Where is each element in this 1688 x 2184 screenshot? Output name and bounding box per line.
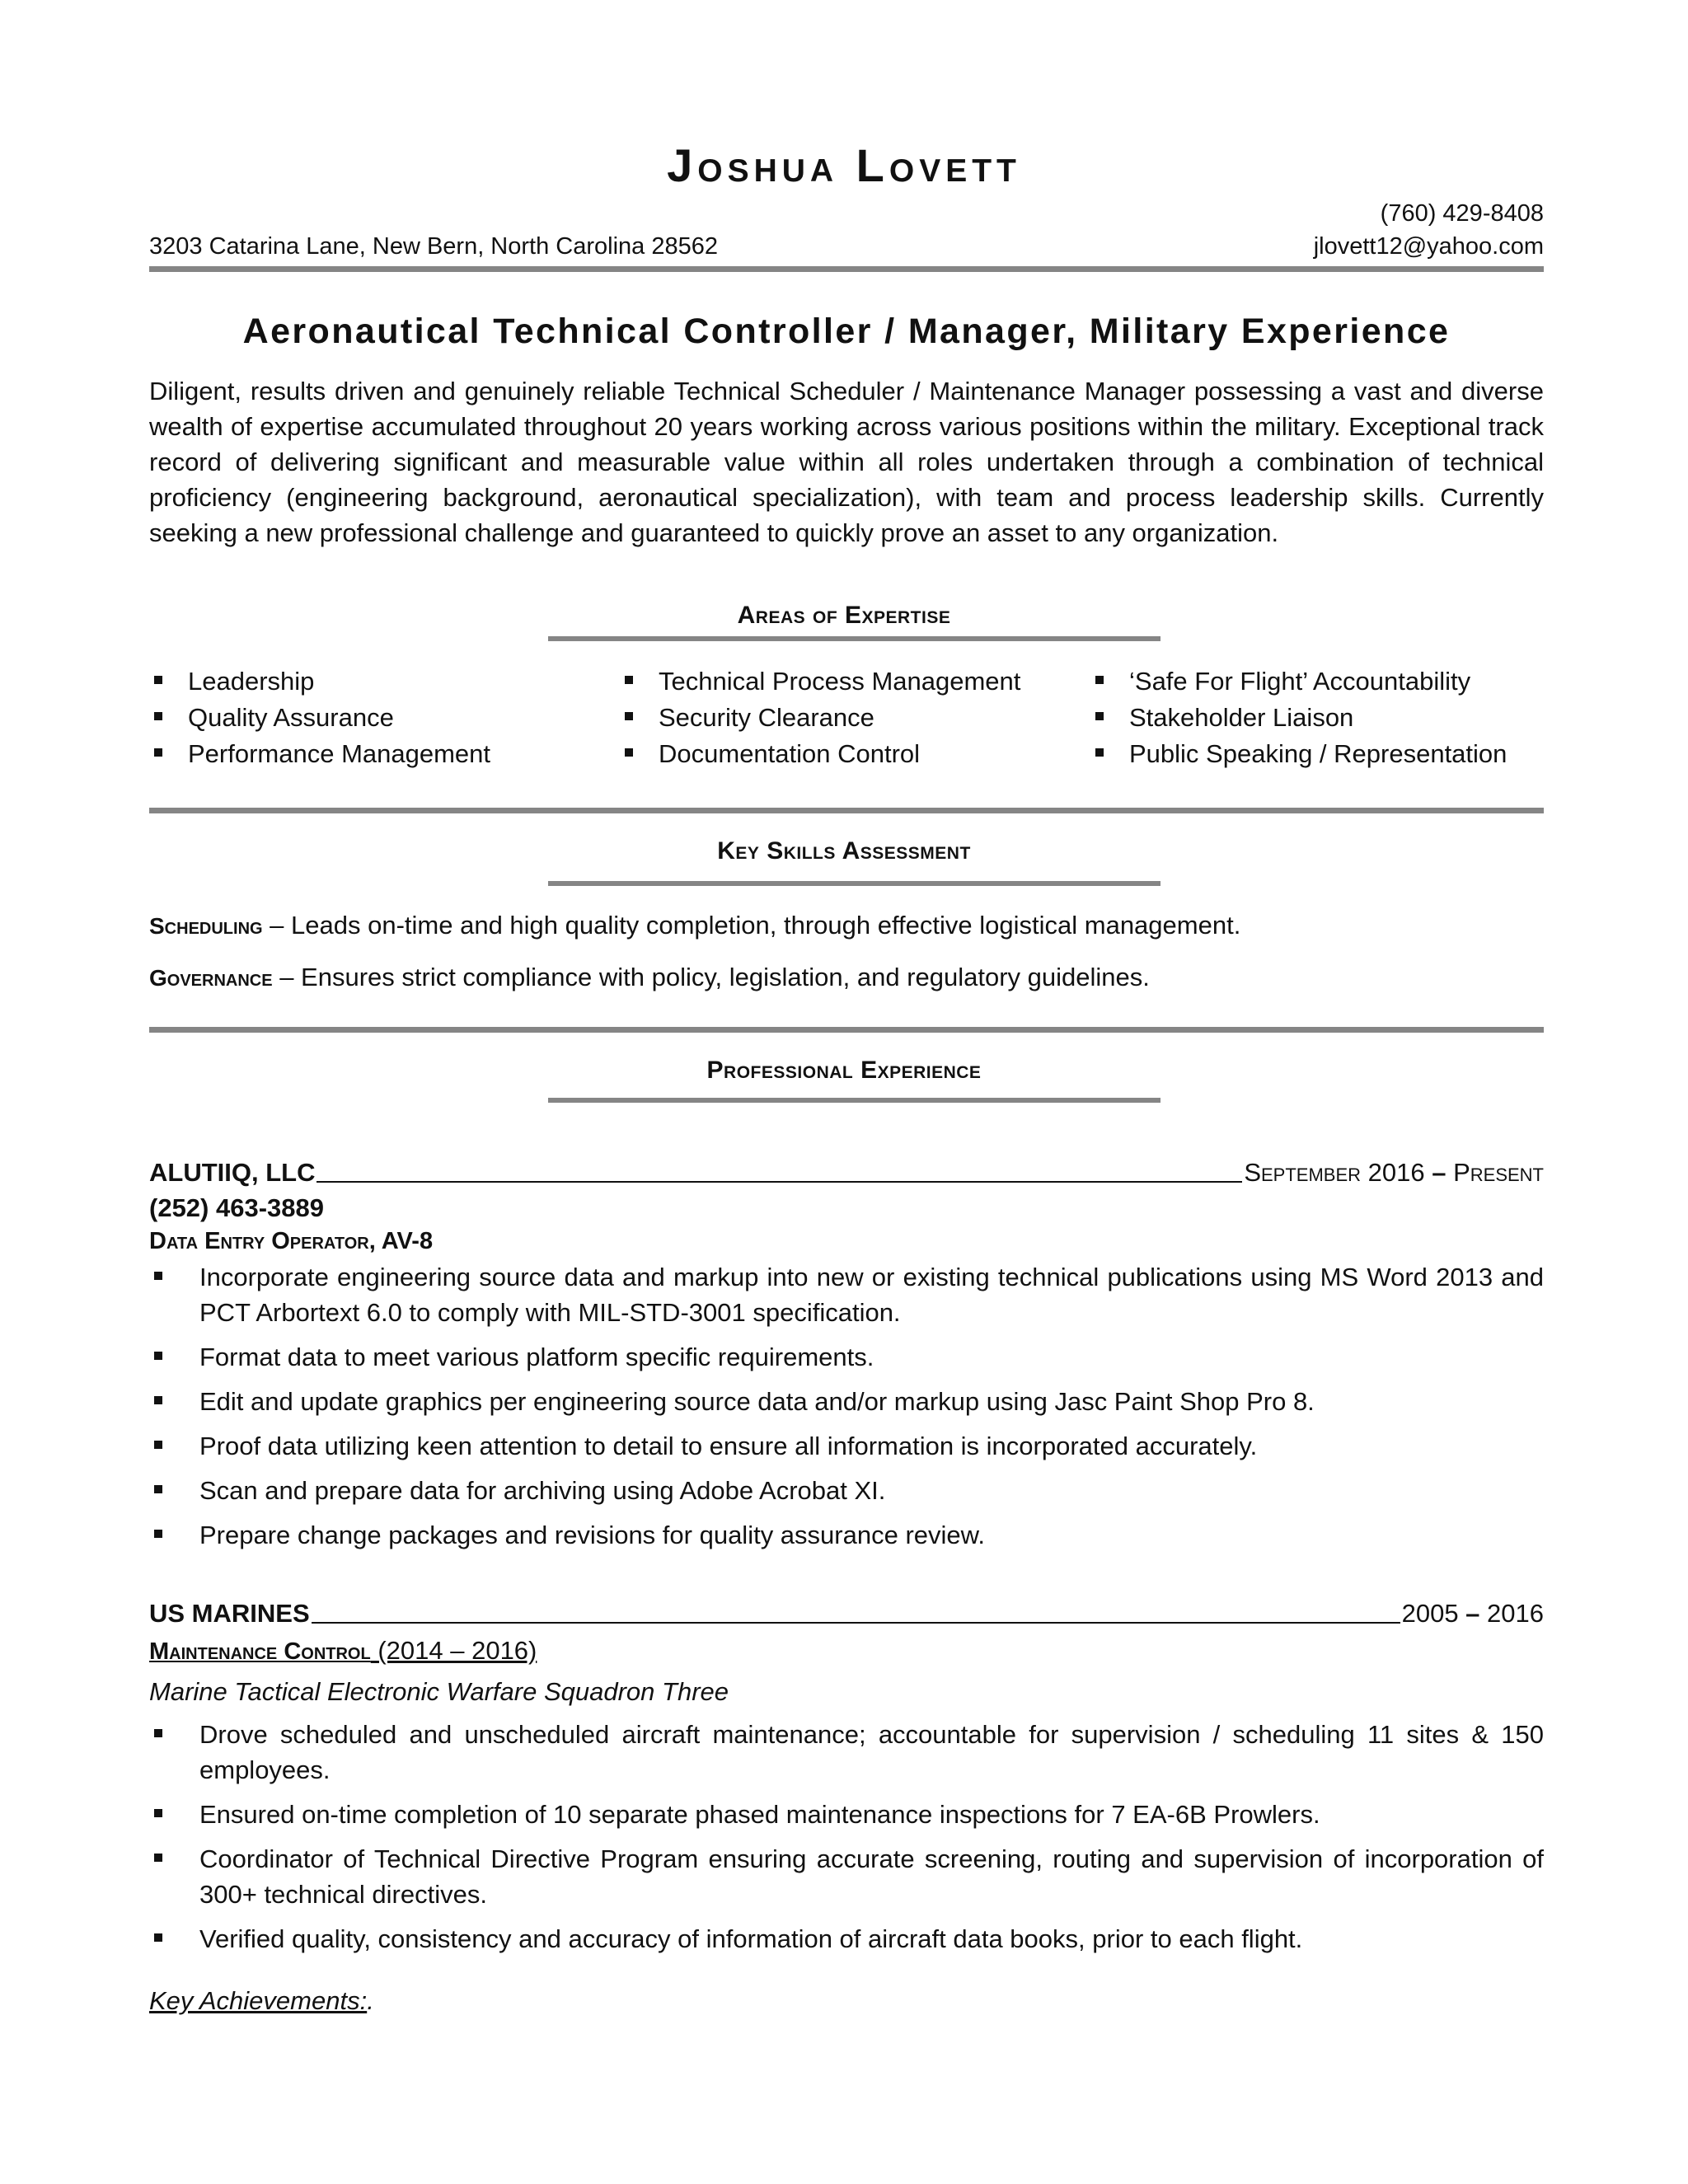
list-item: Quality Assurance — [149, 700, 490, 736]
bullet-square-icon — [1095, 676, 1104, 684]
bullet-square-icon — [154, 1396, 162, 1404]
job2-role-line — [149, 1636, 537, 1666]
company-name: ALUTIIQ, LLC — [149, 1158, 316, 1187]
email-address: jlovett12@yahoo.com — [1313, 233, 1544, 260]
bullet-square-icon — [154, 1485, 162, 1493]
list-item: Leadership — [149, 663, 490, 700]
expertise-column-3 — [1090, 663, 1507, 772]
list-item: Proof data utilizing keen attention to detail to ensure all information is incorporated accurately. — [149, 1428, 1544, 1464]
list-item: Stakeholder Liaison — [1090, 700, 1507, 736]
company-name: US MARINES — [149, 1599, 310, 1628]
summary-paragraph: Diligent, results driven and genuinely reliable Technical Scheduler / Maintenance Manager possessing a vast and diverse wealth of expertise accumulated throughout 20 years working across various positions within the military. Exceptional track record of delivering significant and measurable value within all roles undertaken through a combination of technical proficiency (engineering background, aeronautical specialization), with team and process leadership skills. Currently seeking a new professional challenge and guaranteed to quickly prove an asset to any organization. — [149, 377, 1544, 547]
header-divider — [149, 266, 1544, 272]
bullet-square-icon — [154, 676, 162, 684]
bullet-square-icon — [625, 748, 633, 757]
bullet-square-icon — [154, 1441, 162, 1449]
candidate-name: Joshua Lovett — [667, 139, 1021, 191]
bullet-square-icon — [1095, 748, 1104, 757]
job2-header — [149, 1599, 1544, 1629]
skill-description: – Leads on-time and high quality completion, through effective logistical management. — [262, 911, 1241, 940]
bullet-square-icon — [154, 1352, 162, 1360]
skills-title-underline — [548, 881, 1160, 886]
skill-governance — [149, 963, 1544, 992]
list-item: ‘Safe For Flight’ Accountability — [1090, 663, 1507, 700]
job-role-dates: (2014 – 2016) — [370, 1636, 537, 1665]
list-item: Incorporate engineering source data and markup into new or existing technical publications using MS Word 2013 and PCT Arbortext 6.0 to comply with MIL-STD-3001 specification. — [149, 1259, 1544, 1330]
job1-bullets — [149, 1259, 1544, 1553]
bullet-square-icon — [154, 712, 162, 720]
unit-name: Marine Tactical Electronic Warfare Squadron Three — [149, 1677, 729, 1706]
job-dates: 2005 – 2016 — [1401, 1599, 1544, 1628]
leader-line — [312, 1622, 1400, 1624]
bullet-square-icon — [625, 712, 633, 720]
skill-label: Governance — [149, 965, 273, 991]
bullet-square-icon — [1095, 712, 1104, 720]
company-phone: (252) 463-3889 — [149, 1193, 324, 1222]
bullet-square-icon — [625, 676, 633, 684]
skills-section-title: Key Skills Assessment — [717, 837, 971, 865]
experience-section-title: Professional Experience — [706, 1057, 982, 1084]
list-item: Coordinator of Technical Directive Program ensuring accurate screening, routing and supervision of incorporation of 300+ technical directives. — [149, 1841, 1544, 1912]
bullet-square-icon — [154, 1854, 162, 1862]
bullet-square-icon — [154, 1272, 162, 1280]
skill-scheduling — [149, 911, 1544, 940]
list-item: Scan and prepare data for archiving using Adobe Acrobat XI. — [149, 1473, 1544, 1508]
key-achievements-heading: Key Achievements:. — [149, 1986, 374, 2015]
bullet-square-icon — [154, 1729, 162, 1737]
list-item: Technical Process Management — [620, 663, 1020, 700]
list-item: Drove scheduled and unscheduled aircraft maintenance; accountable for supervision / scheduling 11 sites & 150 employees. — [149, 1717, 1544, 1788]
bullet-square-icon — [154, 748, 162, 757]
list-item: Public Speaking / Representation — [1090, 736, 1507, 772]
skill-label: Scheduling — [149, 913, 263, 939]
experience-title-underline — [548, 1098, 1160, 1103]
list-item: Performance Management — [149, 736, 490, 772]
job-role: Data Entry Operator, AV-8 — [149, 1228, 434, 1254]
skills-divider — [149, 1027, 1544, 1033]
job-role: Maintenance Control — [149, 1638, 371, 1665]
list-item: Prepare change packages and revisions for quality assurance review. — [149, 1517, 1544, 1553]
list-item: Security Clearance — [620, 700, 1020, 736]
list-item: Format data to meet various platform specific requirements. — [149, 1339, 1544, 1375]
expertise-title-underline — [548, 636, 1160, 641]
job-dates: September 2016 – Present — [1244, 1158, 1544, 1187]
headline: Aeronautical Technical Controller / Manager, Military Experience — [242, 312, 1451, 351]
list-item: Ensured on-time completion of 10 separate phased maintenance inspections for 7 EA-6B Prowlers. — [149, 1797, 1544, 1832]
expertise-divider — [149, 808, 1544, 813]
expertise-column-2 — [620, 663, 1020, 772]
phone-number: (760) 429-8408 — [1380, 200, 1544, 227]
job1-header — [149, 1158, 1544, 1188]
expertise-column-1 — [149, 663, 490, 772]
expertise-section-title: Areas of Expertise — [737, 602, 951, 629]
list-item: Verified quality, consistency and accuracy of information of aircraft data books, prior to each flight. — [149, 1921, 1544, 1957]
skill-description: – Ensures strict compliance with policy, legislation, and regulatory guidelines. — [272, 963, 1150, 991]
bullet-square-icon — [154, 1809, 162, 1817]
list-item: Edit and update graphics per engineering source data and/or markup using Jasc Paint Shop Pro 8. — [149, 1384, 1544, 1419]
bullet-square-icon — [154, 1530, 162, 1538]
bullet-square-icon — [154, 1933, 162, 1942]
list-item: Documentation Control — [620, 736, 1020, 772]
leader-line — [316, 1181, 1242, 1183]
job2-bullets — [149, 1717, 1544, 1957]
address: 3203 Catarina Lane, New Bern, North Carolina 28562 — [149, 233, 718, 260]
